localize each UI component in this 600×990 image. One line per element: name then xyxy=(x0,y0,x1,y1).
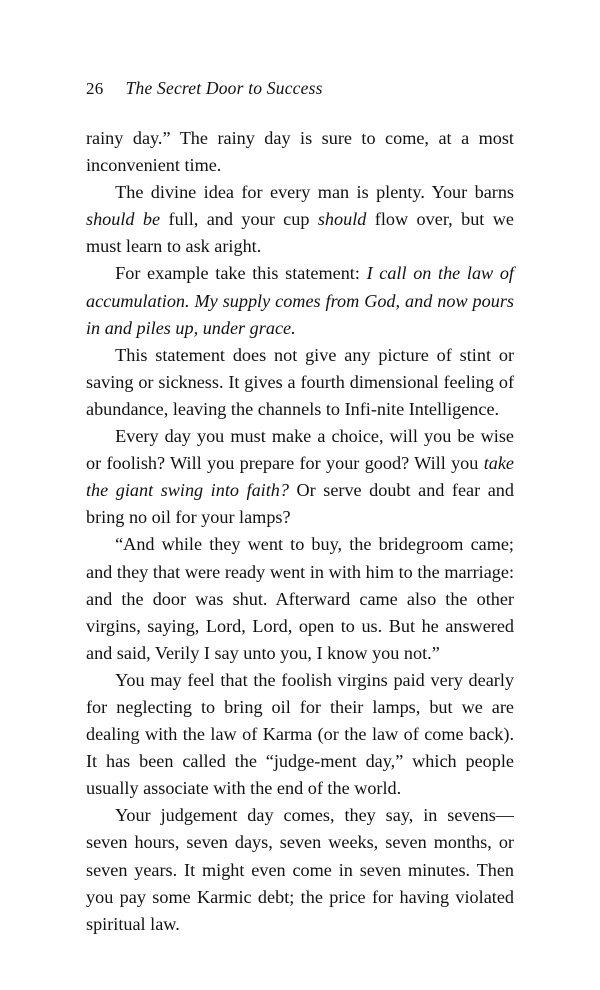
body-paragraph xyxy=(86,667,514,802)
body-paragraph xyxy=(86,125,514,179)
emphasis-text: should be xyxy=(86,209,161,230)
plain-text: rainy day.” The rainy day is sure to come, at a most inconvenient time. xyxy=(86,128,514,176)
book-title: The Secret Door to Success xyxy=(125,78,323,98)
body-paragraph xyxy=(86,179,514,260)
body-paragraph xyxy=(86,531,514,666)
plain-text: The divine idea for every man is plenty. Your barns xyxy=(115,182,514,203)
plain-text: “And while they went to buy, the bridegroom came; and they that were ready went in with him to the marriage: and the door was shut. Afterward came also the other virgins, saying, Lord, Lord, open to us. But he answered and said, Verily I say unto you, I know you not.” xyxy=(86,534,514,663)
emphasis-text: I call on the law of accumulation. My supply comes from God, and now pours in and piles up, under grace. xyxy=(86,263,514,338)
body-paragraph xyxy=(86,260,514,341)
plain-text: flow over, but we must learn to ask aright. xyxy=(86,209,514,257)
emphasis-text: should xyxy=(317,209,367,230)
plain-text: Or serve doubt and fear and bring no oil for your lamps? xyxy=(86,480,514,528)
page-number: 26 xyxy=(86,79,104,98)
page-body xyxy=(86,125,514,938)
body-paragraph xyxy=(86,802,514,937)
plain-text: full, and your cup xyxy=(160,209,318,230)
plain-text: Every day you must make a choice, will you be wise or foolish? Will you prepare for your good? Will you xyxy=(86,426,514,474)
plain-text: For example take this statement: xyxy=(115,263,367,284)
body-paragraph xyxy=(86,423,514,531)
plain-text: You may feel that the foolish virgins paid very dearly for neglecting to bring oil for their lamps, but we are dealing with the law of Karma (or the law of come back). It has been called the “judge-ment day,” which people usually associate with the end of the world. xyxy=(86,669,514,799)
running-head xyxy=(86,78,514,99)
plain-text: Your judgement day comes, they say, in sevens—seven hours, seven days, seven weeks, seven months, or seven years. It might even come in seven minutes. Then you pay some Karmic debt; the price for having violated spiritual law. xyxy=(86,805,514,934)
body-paragraph xyxy=(86,342,514,423)
plain-text: This statement does not give any picture of stint or saving or sickness. It gives a fourth dimensional feeling of abundance, leaving the channels to Infi-nite Intelligence. xyxy=(86,344,514,419)
emphasis-text: take the giant swing into faith? xyxy=(86,453,514,501)
